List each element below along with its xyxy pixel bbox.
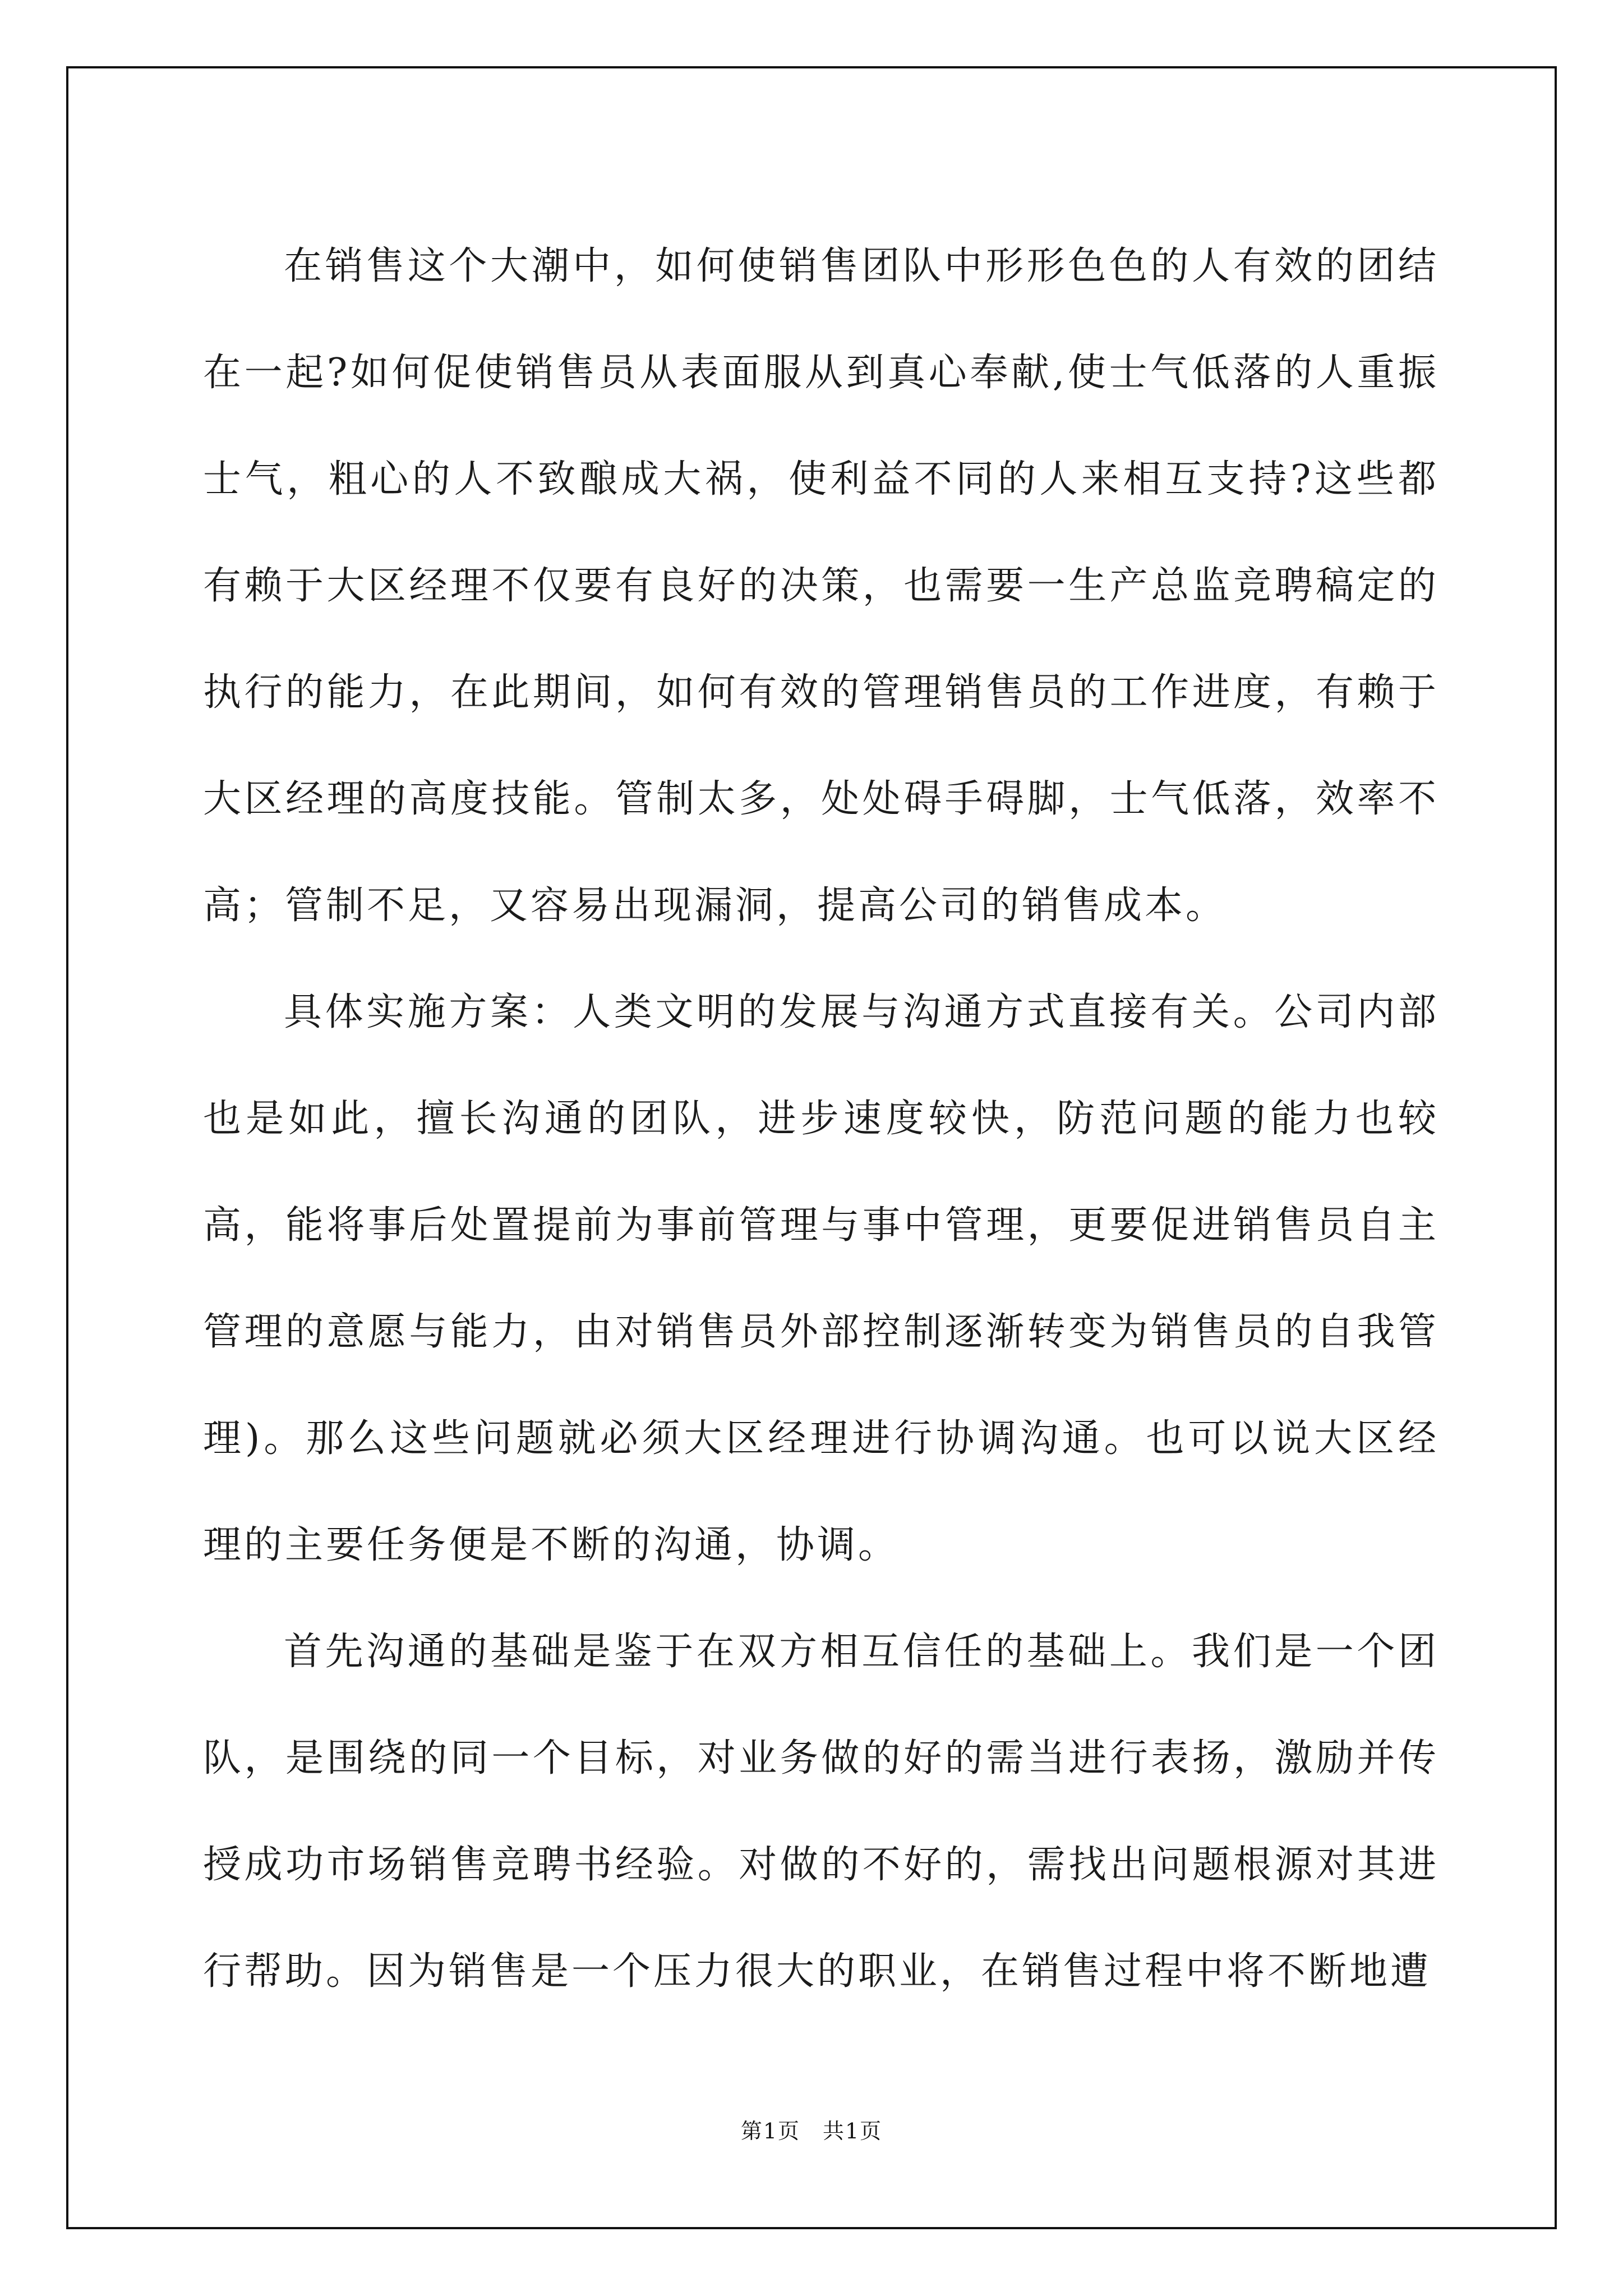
page-number-footer: 第1页 共1页: [740, 2119, 883, 2143]
paragraph-3: 首先沟通的基础是鉴于在双方相互信任的基础上。我们是一个团队，是围绕的同一个目标，对业务做的好的需当进行表扬，激励并传授成功市场销售竞聘书经验。对做的不好的，需找出问题根源对其进行帮助。因为销售是一个压力很大的职业，在销售过程中将不断地遭: [203, 1630, 1439, 1994]
paragraph-2: 具体实施方案：人类文明的发展与沟通方式直接有关。公司内部也是如此，擅长沟通的团队，进步速度较快，防范问题的能力也较高，能将事后处置提前为事前管理与事中管理，更要促进销售员自主管理的意愿与能力，由对销售员外部控制逐渐转变为销售员的自我管理)。那么这些问题就必须大区经理进行协调沟通。也可以说大区经理的主要任务便是不断的沟通，协调。: [203, 990, 1439, 1567]
document-body: [203, 213, 1439, 2025]
paragraph-1: 在销售这个大潮中，如何使销售团队中形形色色的人有效的团结在一起?如何促使销售员从表面服从到真心奉献,使士气低落的人重振士气，粗心的人不致酿成大祸，使利益不同的人来相互支持?这些都有赖于大区经理不仅要有良好的决策，也需要一生产总监竞聘稿定的执行的能力，在此期间，如何有效的管理销售员的工作进度，有赖于大区经理的高度技能。管制太多，处处碍手碍脚，士气低落，效率不高；管制不足，又容易出现漏洞，提高公司的销售成本。: [203, 244, 1439, 928]
